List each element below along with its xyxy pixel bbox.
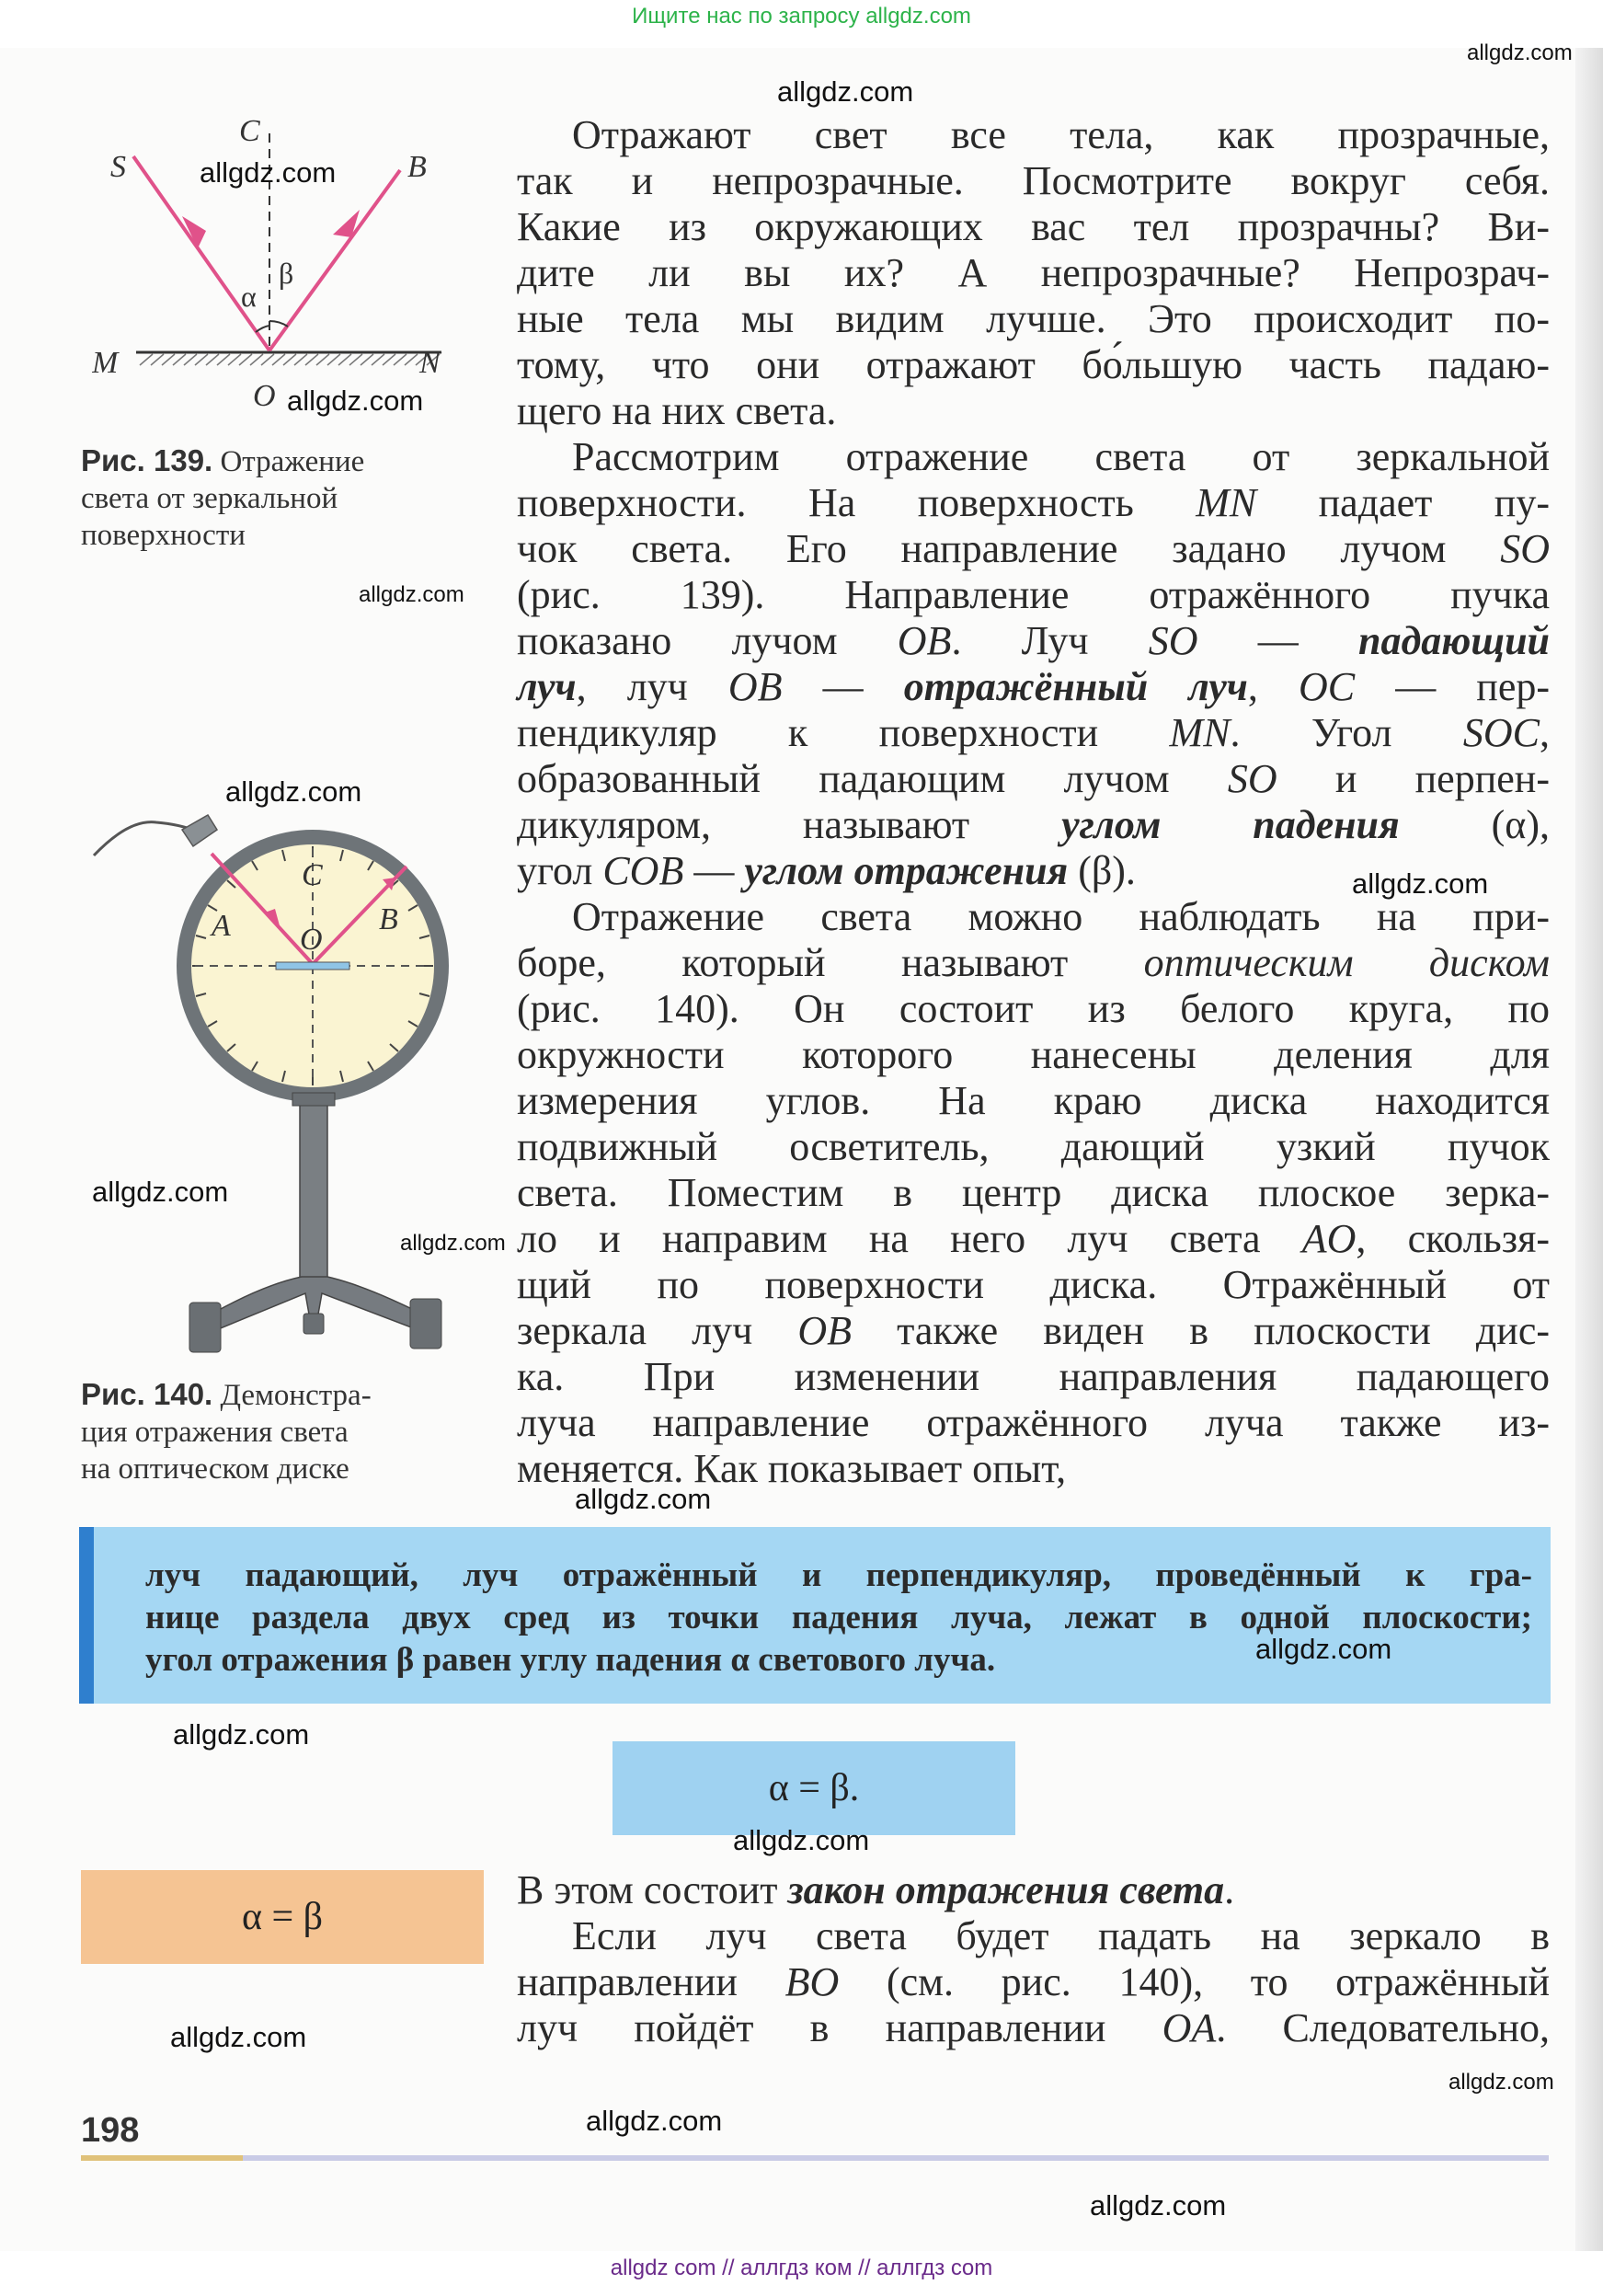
watermark: allgdz.com (1448, 2070, 1554, 2095)
page-number: 198 (81, 2111, 140, 2150)
label-beta: β (279, 257, 294, 290)
disk-label-o: O (300, 923, 323, 957)
illuminator (182, 815, 217, 846)
watermark: allgdz.com (287, 385, 424, 417)
disk-stand-post (300, 1100, 327, 1284)
footer-rule (243, 2155, 1549, 2161)
watermark: allgdz.com (1467, 40, 1573, 65)
disk-mirror (276, 962, 349, 970)
watermark: allgdz.com (225, 775, 362, 808)
caption-number: Рис. 140. (81, 1377, 213, 1411)
disk-label-c: C (302, 858, 323, 892)
paragraph-3: Отражение света можно наблюдать на при- боре, который называют оптическим диском (рис. 140). Он состоит из белого круга, по окружности которого нанесены деления для измерения углов. На краю диска находится подвижный осветитель, дающий узкий пучок света. Поместим в центр диска плоское зерка- ло и направим на него луч света AO, скользя- щий по поверхности диска. Отражённый от зеркала луч OB также виден в плоскости дис- ка. При изменении направления падающего луча направление отражённого луча также из- меняется. Как показывает опыт, (517, 894, 1550, 1491)
watermark: allgdz.com (777, 75, 914, 108)
disk-foot-left (189, 1303, 221, 1352)
top-banner[interactable]: Ищите нас по запросу allgdz.com (632, 4, 971, 29)
watermark: allgdz.com (92, 1176, 229, 1208)
disk-foot-center (303, 1314, 324, 1334)
watermark: allgdz.com (359, 582, 464, 607)
watermark: allgdz.com (200, 156, 337, 189)
label-m: M (92, 346, 119, 380)
angle-alpha-arc (256, 326, 269, 332)
figure-140-optical-disk (92, 809, 460, 1361)
margin-formula: α = β (81, 1870, 484, 1964)
label-b: B (407, 150, 427, 184)
page-edge-shadow (1575, 48, 1603, 2251)
paragraph-1: Отражают свет все тела, как прозрачные, так и непрозрачные. Посмотрите вокруг себя. Какие из окружающих вас тел прозрачны? Ви- дите ли вы их? А непрозрачные? Непрозрач- ные тела мы видим лучше. Это происходит по- тому, что они отражают бо́льшую часть падаю- щего на них света. (517, 112, 1550, 433)
paragraph-2: Рассмотрим отражение света от зеркальной поверхности. На поверхность MN падает пу- чок света. Его направление задано лучом SO (рис. 139). Направление отражённого пучка показано лучом OB. Луч SO — падающий луч, луч OB — отражённый луч, OC — пер- пендикуляр к поверхности MN. Угол SOC, образованный падающим лучом SO и перпен- дикуляром, называют углом падения (α), угол COB — углом отражения (β). (517, 434, 1551, 893)
disk-foot-right (410, 1299, 441, 1349)
figure-139-reflection-diagram (92, 106, 478, 423)
disk-stand-collar (292, 1093, 335, 1106)
illuminator-cable (94, 822, 198, 855)
reflection-law-text: луч падающий, луч отражённый и перпендикуляр, проведённый к гра- нице раздела двух сред из точки падения луча, лежат в одной плоскости; угол отражения β равен углу падения α светового луча. (145, 1556, 1532, 1679)
mirror-hatching (140, 354, 440, 365)
label-n: N (419, 346, 441, 380)
watermark: allgdz.com (400, 1231, 506, 1256)
watermark: allgdz.com (586, 2105, 723, 2137)
watermark: allgdz.com (173, 1718, 310, 1751)
label-o: O (253, 379, 276, 413)
figure-139-caption: Рис. 139. Отражение света от зеркальной поверхности (81, 443, 365, 552)
bottom-banner[interactable]: allgdz com // аллгдз ком // аллгдз com (610, 2256, 993, 2280)
watermark: allgdz.com (1090, 2189, 1227, 2221)
watermark: allgdz.com (733, 1824, 870, 1856)
reflection-law-box (79, 1527, 1551, 1704)
angle-beta-arc (269, 321, 288, 327)
watermark: allgdz.com (1255, 1633, 1392, 1665)
label-c: C (239, 114, 260, 148)
watermark: allgdz.com (170, 2021, 307, 2053)
label-s: S (110, 150, 126, 184)
figure-140-caption: Рис. 140. Демонстра- ция отражения света на оптическом диске (81, 1377, 372, 1486)
law-formula: α = β. (613, 1741, 1015, 1835)
label-alpha: α (241, 280, 257, 313)
footer-rule-accent (81, 2155, 243, 2161)
watermark: allgdz.com (575, 1483, 712, 1515)
disk-label-a: A (212, 909, 231, 943)
caption-number: Рис. 139. (81, 443, 213, 477)
disk-label-b: B (379, 902, 398, 936)
watermark: allgdz.com (1352, 867, 1489, 900)
paragraph-4: В этом состоит закон отражения света. Если луч света будет падать на зеркало в направлении BO (см. рис. 140), то отражённый луч пойдёт в направлении OA. Следовательно, (517, 1867, 1550, 2050)
